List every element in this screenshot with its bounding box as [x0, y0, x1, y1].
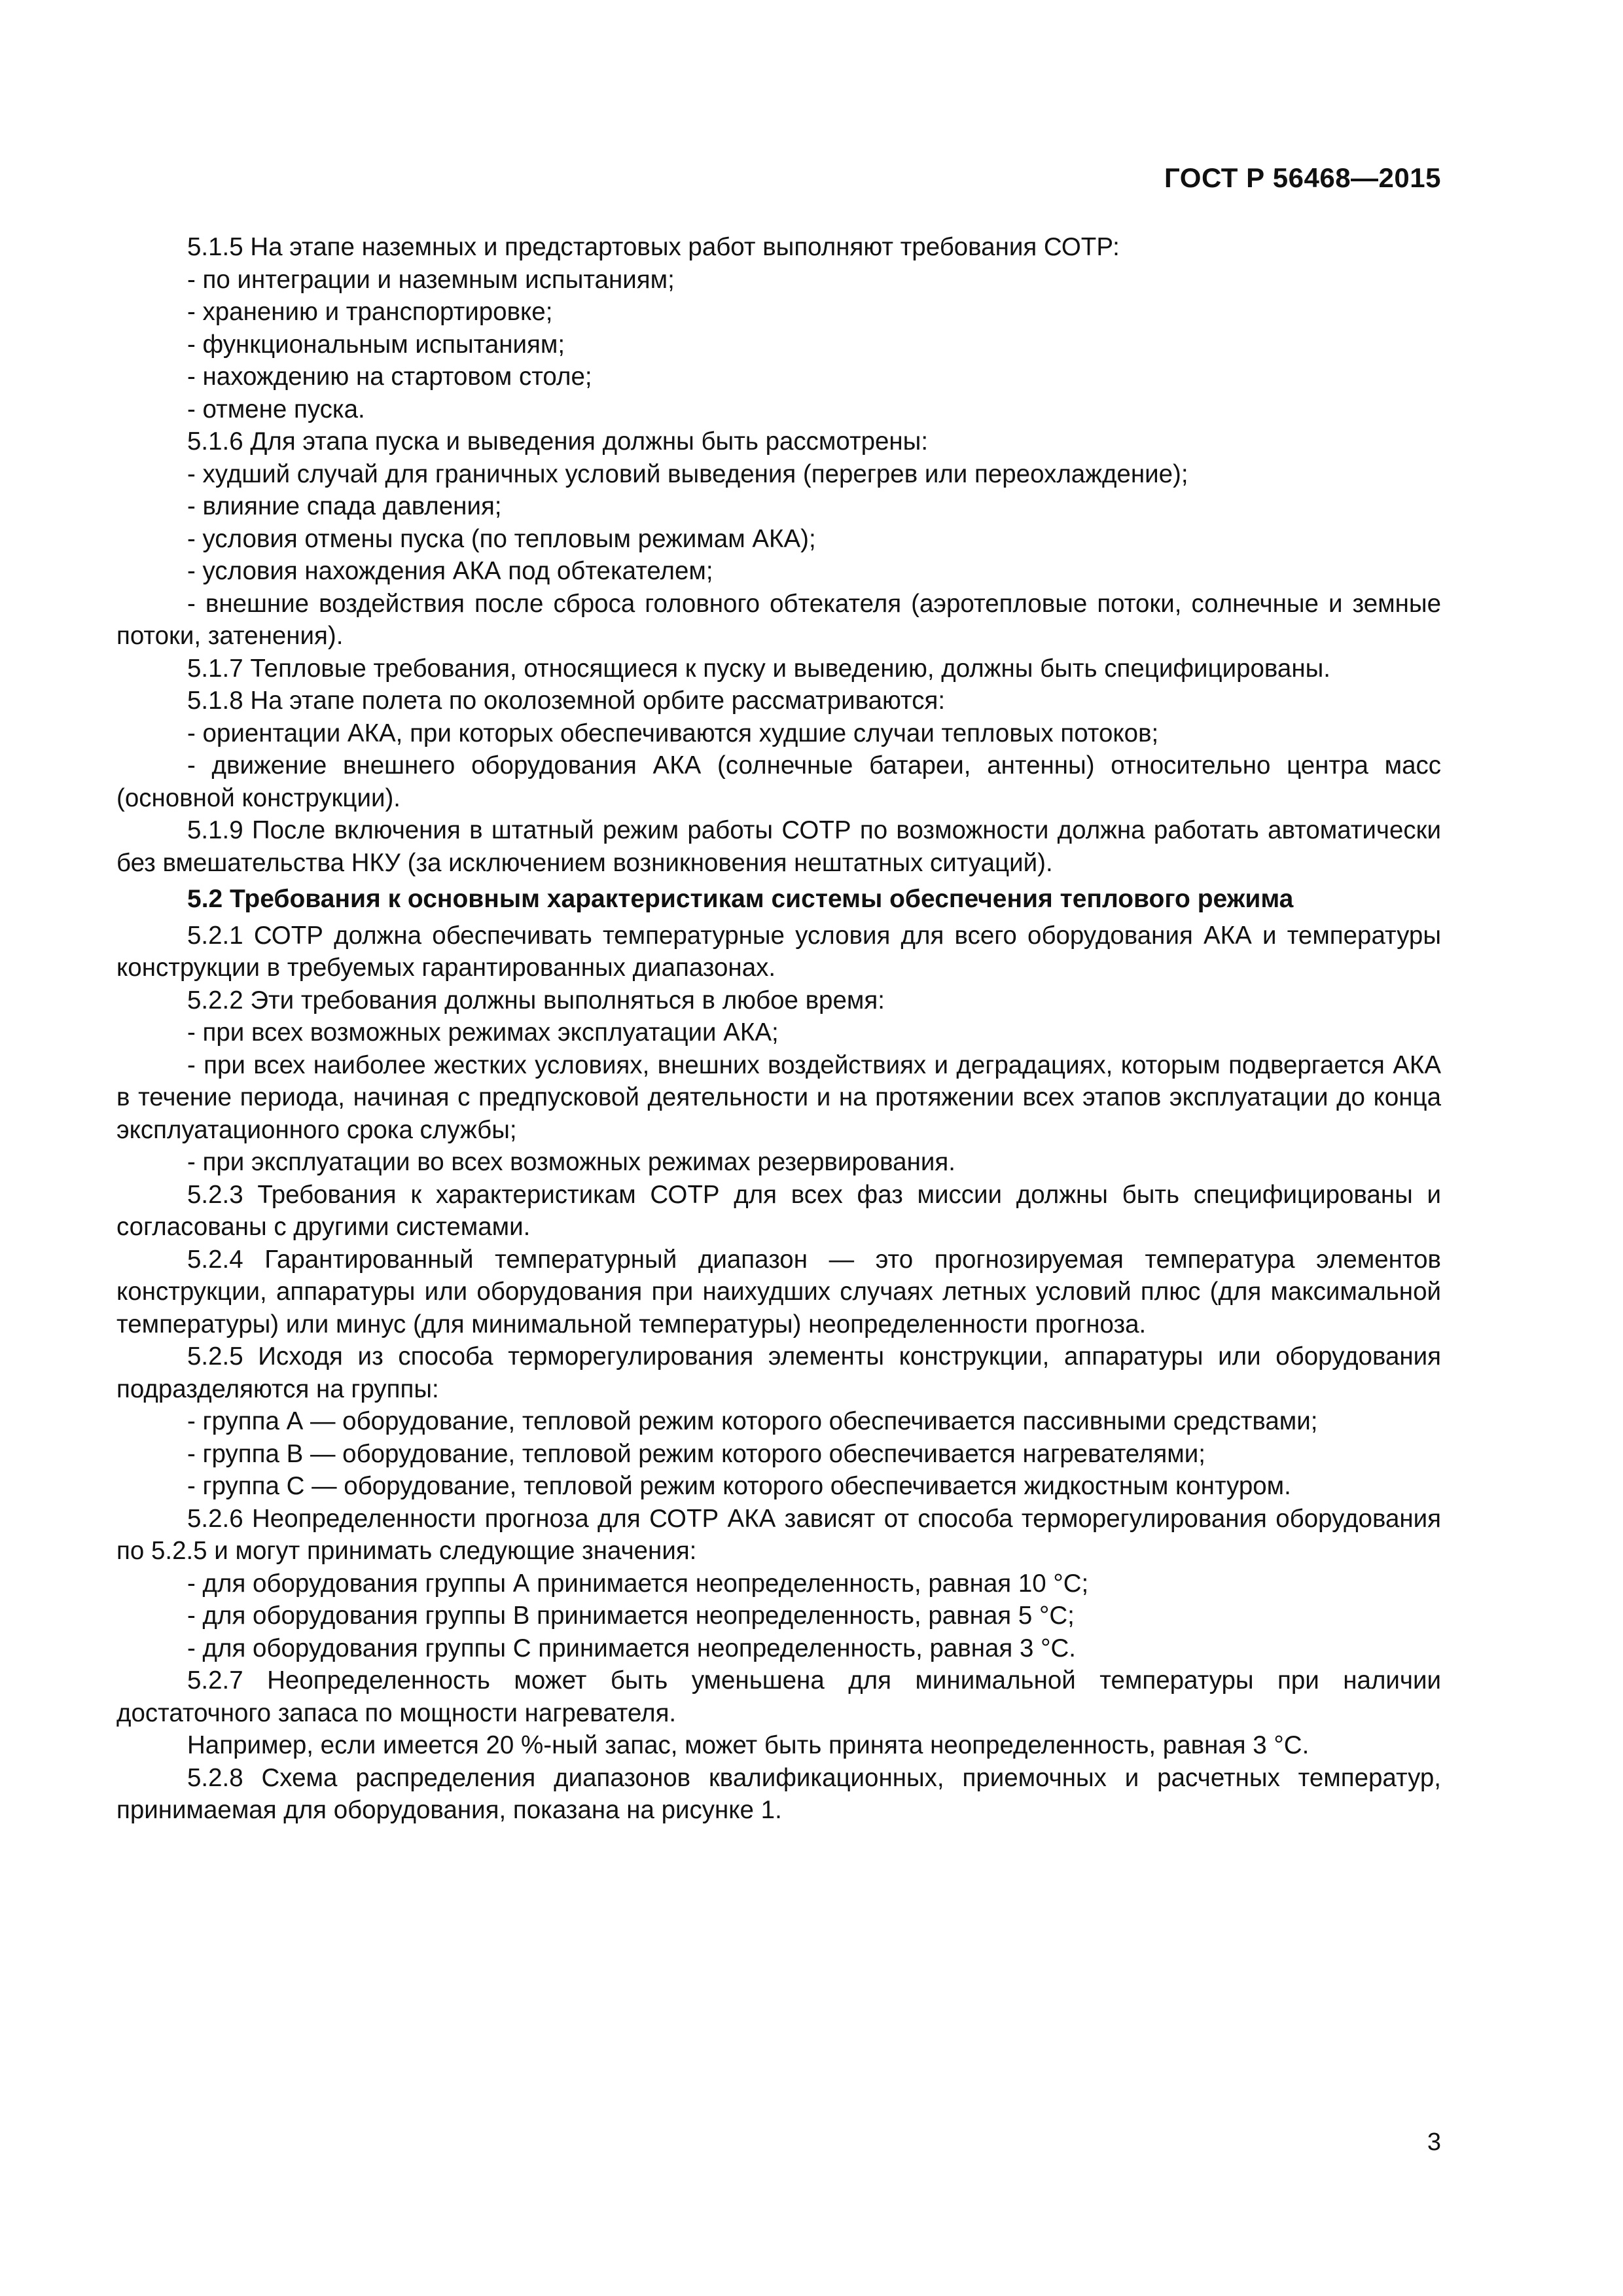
- list-item: - внешние воздействия после сброса головного обтекателя (аэротепловые потоки, солнечные и земные потоки, затенения).: [116, 589, 1441, 650]
- paragraph: 5.1.7 Тепловые требования, относящиеся к пуску и выведению, должны быть специфицированы.: [187, 654, 1330, 683]
- paragraph: 5.1.9 После включения в штатный режим работы СОТР по возможности должна работать автоматически без вмешательства НКУ (за исключением возникновения нештатных ситуаций).: [116, 816, 1441, 877]
- list-item: - группа В — оборудование, тепловой режим которого обеспечивается нагревателями;: [187, 1439, 1205, 1468]
- document-body: [116, 231, 1441, 1827]
- paragraph: 5.2.8 Схема распределения диапазонов квалификационных, приемочных и расчетных температур, принимаемая для оборудования, показана на рисунке 1.: [116, 1763, 1441, 1824]
- paragraph: 5.2.5 Исходя из способа терморегулирования элементы конструкции, аппаратуры или оборудования подразделяются на группы:: [116, 1342, 1441, 1403]
- section-heading: 5.2 Требования к основным характеристикам системы обеспечения теплового режима: [187, 885, 1294, 913]
- list-item: - ориентации АКА, при которых обеспечиваются худшие случаи тепловых потоков;: [187, 719, 1159, 747]
- paragraph: 5.2.4 Гарантированный температурный диапазон — это прогнозируемая температура элементов конструкции, аппаратуры или оборудования при наихудших случаях летных условий плюс (для максимальной температуры) или минус (для минимальной температуры) неопределенности прогноза.: [116, 1245, 1441, 1338]
- list-item: - хранению и транспортировке;: [187, 298, 553, 326]
- paragraph: 5.2.7 Неопределенность может быть уменьшена для минимальной температуры при наличии достаточного запаса по мощности нагревателя.: [116, 1666, 1441, 1727]
- list-item: - для оборудования группы В принимается неопределенность, равная 5 °С;: [187, 1602, 1075, 1630]
- list-item: - группа А — оборудование, тепловой режим которого обеспечивается пассивными средствами;: [187, 1407, 1318, 1435]
- paragraph: 5.1.6 Для этапа пуска и выведения должны быть рассмотрены:: [187, 427, 929, 456]
- list-item: - при эксплуатации во всех возможных режимах резервирования.: [187, 1148, 955, 1176]
- list-item: - для оборудования группы А принимается неопределенность, равная 10 °С;: [187, 1569, 1089, 1598]
- list-item: - худший случай для граничных условий выведения (перегрев или переохлаждение);: [187, 459, 1188, 488]
- list-item: - влияние спада давления;: [187, 492, 502, 520]
- paragraph: Например, если имеется 20 %-ный запас, может быть принята неопределенность, равная 3 °С.: [187, 1731, 1310, 1759]
- paragraph: 5.2.2 Эти требования должны выполняться в любое время:: [187, 986, 885, 1014]
- paragraph: 5.1.8 На этапе полета по околоземной орбите рассматриваются:: [187, 687, 946, 715]
- list-item: - условия нахождения АКА под обтекателем;: [187, 557, 713, 585]
- list-item: - движение внешнего оборудования АКА (солнечные батареи, антенны) относительно центра масс (основной конструкции).: [116, 751, 1441, 812]
- list-item: - при всех возможных режимах эксплуатации АКА;: [187, 1018, 779, 1047]
- list-item: - условия отмены пуска (по тепловым режимам АКА);: [187, 524, 816, 553]
- paragraph: 5.2.1 СОТР должна обеспечивать температурные условия для всего оборудования АКА и температуры конструкции в требуемых гарантированных диапазонах.: [116, 921, 1441, 982]
- document-header: ГОСТ Р 56468—2015: [1164, 162, 1441, 193]
- list-item: - при всех наиболее жестких условиях, внешних воздействиях и деградациях, которым подвергается АКА в течение периода, начиная с предпусковой деятельности и на протяжении всех этапов эксплуатации до конца эксплуатационного срока службы;: [116, 1050, 1441, 1144]
- list-item: - для оборудования группы С принимается неопределенность, равная 3 °С.: [187, 1634, 1076, 1662]
- list-item: - нахождению на стартовом столе;: [187, 363, 592, 391]
- paragraph: 5.2.6 Неопределенности прогноза для СОТР АКА зависят от способа терморегулирования оборудования по 5.2.5 и могут принимать следующие значения:: [116, 1504, 1441, 1565]
- list-item: - отмене пуска.: [187, 395, 365, 423]
- list-item: - функциональным испытаниям;: [187, 330, 565, 359]
- paragraph: 5.2.3 Требования к характеристикам СОТР для всех фаз миссии должны быть специфицированы и согласованы с другими системами.: [116, 1180, 1441, 1241]
- page-number: 3: [1427, 2128, 1441, 2156]
- list-item: - по интеграции и наземным испытаниям;: [187, 265, 675, 294]
- list-item: - группа С — оборудование, тепловой режим которого обеспечивается жидкостным контуром.: [187, 1472, 1291, 1500]
- paragraph: 5.1.5 На этапе наземных и предстартовых работ выполняют требования СОТР:: [187, 233, 1120, 261]
